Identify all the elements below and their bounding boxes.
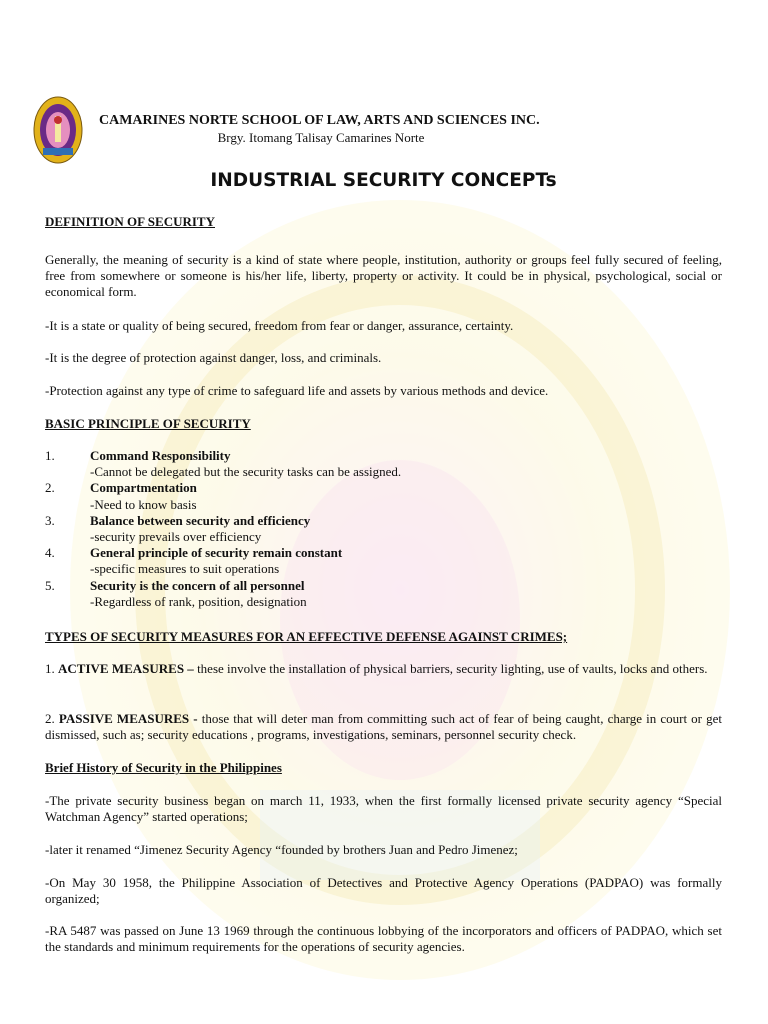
- measure-number: 1.: [45, 661, 58, 676]
- list-number: 3.: [45, 512, 55, 528]
- document-title: INDUSTRIAL SECURITY CONCEPTs: [210, 170, 557, 191]
- principles-heading: BASIC PRINCIPLE OF SECURITY: [45, 416, 251, 431]
- definition-paragraph: -It is a state or quality of being secured, freedom from fear or danger, assurance, certainty.: [45, 318, 514, 333]
- school-header: [33, 96, 678, 168]
- principle-description: -Regardless of rank, position, designation: [90, 593, 307, 609]
- principle-title: Compartmentation: [90, 480, 197, 496]
- history-paragraph: -On May 30 1958, the Philippine Association of Detectives and Protective Agency Operations (PADPAO) was formally organized;: [45, 875, 722, 907]
- list-number: 1.: [45, 448, 55, 463]
- measures-heading: TYPES OF SECURITY MEASURES FOR AN EFFECTIVE DEFENSE AGAINST CRIMES;: [45, 629, 568, 644]
- principle-title: Security is the concern of all personnel: [90, 577, 305, 593]
- principle-title: Balance between security and efficiency: [90, 512, 311, 528]
- definition-paragraph: -It is the degree of protection against danger, loss, and criminals.: [45, 350, 382, 365]
- principles-list: [45, 448, 722, 610]
- principle-description: -Cannot be delegated but the security tasks can be assigned.: [90, 464, 402, 480]
- definition-paragraph: Generally, the meaning of security is a kind of state where people, institution, authority or groups feel fully secured of feeling, free from somewhere or someone is his/her life, liberty, property or activity. It could be in physical, psychological, social or economical form.: [45, 252, 722, 300]
- list-number: 2.: [45, 480, 55, 496]
- school-name: CAMARINES NORTE SCHOOL OF LAW, ARTS AND SCIENCES INC.: [99, 113, 540, 128]
- principle-description: -security prevails over efficiency: [90, 529, 262, 545]
- list-number: 5.: [45, 577, 55, 593]
- definition-heading: DEFINITION OF SECURITY: [45, 214, 215, 229]
- principle-description: -specific measures to suit operations: [90, 561, 280, 577]
- history-paragraph: -RA 5487 was passed on June 13 1969 through the continuous lobbying of the incorporators and officers of PADPAO, which set the standards and minimum requirements for the operations of security agencies.: [45, 923, 722, 955]
- measure-number: 2.: [45, 711, 59, 726]
- principle-description: -Need to know basis: [90, 496, 197, 512]
- measure-text: those that will deter man from committing such act of fear of being caught, charge in court or get dismissed, such as; security educations , programs, investigations, seminars, personnel security check.: [45, 711, 723, 743]
- measure-text: these involve the installation of physical barriers, security lighting, use of vaults, locks and others.: [193, 661, 708, 676]
- principle-title: General principle of security remain constant: [90, 545, 343, 561]
- passive-measures-paragraph: [45, 711, 722, 743]
- school-address: Brgy. Itomang Talisay Camarines Norte: [217, 130, 425, 145]
- school-logo-icon: [33, 96, 83, 168]
- measure-label: PASSIVE MEASURES -: [58, 711, 198, 726]
- history-paragraph: -later it renamed “Jimenez Security Agency “founded by brothers Juan and Pedro Jimenez;: [45, 842, 518, 857]
- list-item: [45, 448, 722, 480]
- active-measures-paragraph: [45, 661, 722, 677]
- list-item: [45, 545, 722, 577]
- definition-paragraph: -Protection against any type of crime to safeguard life and assets by various methods and device.: [45, 383, 549, 398]
- history-paragraph: -The private security business began on march 11, 1933, when the first formally licensed private security agency “Special Watchman Agency” started operations;: [45, 793, 722, 825]
- principle-title: Command Responsibility: [90, 448, 231, 463]
- list-item: [45, 480, 722, 512]
- list-item: [45, 513, 722, 545]
- history-heading: Brief History of Security in the Philippines: [45, 760, 282, 775]
- measure-label: ACTIVE MEASURES –: [58, 661, 194, 676]
- list-number: 4.: [45, 545, 55, 561]
- list-item: [45, 578, 722, 610]
